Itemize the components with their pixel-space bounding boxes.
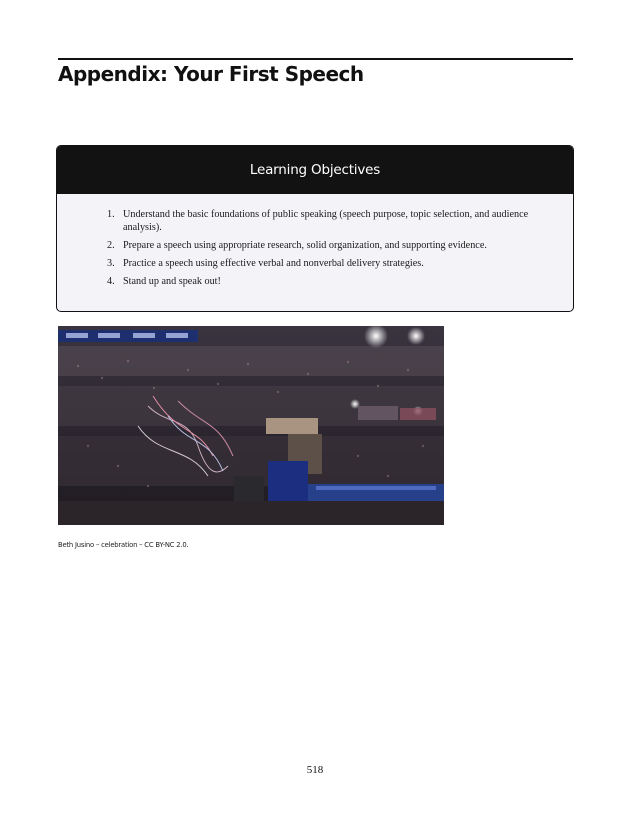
objective-text: Understand the basic foundations of public speaking (speech purpose, topic selection, and audience analysis). [123,209,529,233]
objective-item [107,239,551,252]
learning-objectives-box [56,145,574,312]
learning-objectives-title: Learning Objectives [249,162,381,178]
objective-number: 4. [107,276,115,287]
objective-text: Stand up and speak out! [123,276,221,287]
top-rule [58,58,573,60]
objective-number: 2. [107,240,115,251]
photo-convention-celebration-icon [58,326,444,525]
objective-text: Prepare a speech using appropriate research, solid organization, and supporting evidence. [123,240,487,251]
convention-photo [58,326,444,525]
learning-objectives-header [57,146,573,194]
objective-item [107,208,551,234]
photo-caption: Beth Jusino – celebration – CC BY-NC 2.0. [58,541,189,549]
objectives-list [57,194,573,288]
objective-item [107,275,551,288]
objective-number: 1. [107,209,115,220]
objective-text: Practice a speech using effective verbal and nonverbal delivery strategies. [123,258,424,269]
chapter-title: Appendix: Your First Speech [58,62,364,86]
page-number: 518 [306,764,324,776]
objective-number: 3. [107,258,115,269]
objective-item [107,257,551,270]
